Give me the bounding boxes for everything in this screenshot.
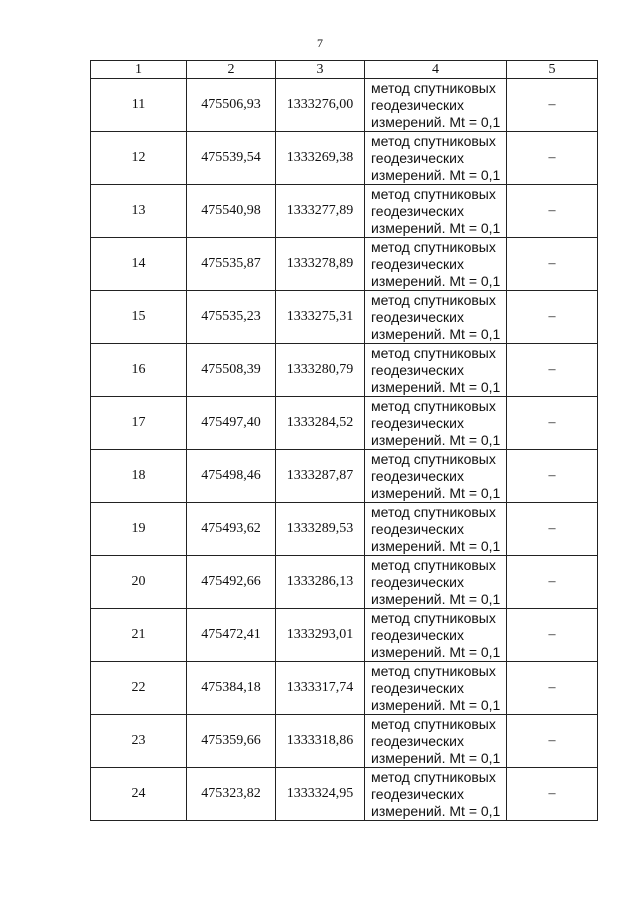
method-line: измерений. Mt = 0,1 [371,378,501,395]
x-coordinate-cell: 475498,46 [187,450,276,503]
y-coordinate-cell: 1333324,95 [276,768,365,821]
table-row [91,609,598,662]
y-coordinate-cell: 1333275,31 [276,291,365,344]
method-line: геодезических [371,414,464,431]
y-coordinate-cell: 1333284,52 [276,397,365,450]
x-coordinate-cell: 475497,40 [187,397,276,450]
method-line: метод спутниковых [371,768,496,785]
method-cell [365,768,507,821]
header-col-1: 1 [91,61,187,79]
table-header [91,61,598,79]
y-coordinate-cell: 1333293,01 [276,609,365,662]
x-coordinate-cell: 475508,39 [187,344,276,397]
method-cell [365,185,507,238]
y-coordinate-cell: 1333289,53 [276,503,365,556]
method-line: измерений. Mt = 0,1 [371,802,501,819]
method-cell [365,291,507,344]
x-coordinate-cell: 475506,93 [187,79,276,132]
col5-cell: – [507,397,598,450]
method-line: измерений. Mt = 0,1 [371,219,501,236]
method-line: метод спутниковых [371,132,496,149]
y-coordinate-cell: 1333277,89 [276,185,365,238]
method-line: метод спутниковых [371,397,496,414]
x-coordinate-cell: 475472,41 [187,609,276,662]
col5-cell: – [507,291,598,344]
method-cell [365,662,507,715]
method-line: измерений. Mt = 0,1 [371,696,501,713]
col5-cell: – [507,450,598,503]
x-coordinate-cell: 475359,66 [187,715,276,768]
x-coordinate-cell: 475535,87 [187,238,276,291]
method-line: измерений. Mt = 0,1 [371,325,501,342]
table-row [91,79,598,132]
method-line: измерений. Mt = 0,1 [371,431,501,448]
method-cell [365,238,507,291]
point-number-cell: 22 [91,662,187,715]
method-line: метод спутниковых [371,291,496,308]
method-line: геодезических [371,361,464,378]
point-number-cell: 12 [91,132,187,185]
table-row [91,662,598,715]
point-number-cell: 18 [91,450,187,503]
method-line: геодезических [371,785,464,802]
col5-cell: – [507,556,598,609]
method-cell [365,609,507,662]
table-row [91,344,598,397]
method-line: метод спутниковых [371,715,496,732]
method-line: геодезических [371,679,464,696]
method-line: измерений. Mt = 0,1 [371,484,501,501]
y-coordinate-cell: 1333287,87 [276,450,365,503]
method-line: измерений. Mt = 0,1 [371,537,501,554]
header-col-3: 3 [276,61,365,79]
method-cell [365,715,507,768]
table-row [91,556,598,609]
method-line: метод спутниковых [371,662,496,679]
method-cell [365,556,507,609]
table-row [91,185,598,238]
method-line: геодезических [371,255,464,272]
y-coordinate-cell: 1333276,00 [276,79,365,132]
header-col-4: 4 [365,61,507,79]
method-line: геодезических [371,467,464,484]
x-coordinate-cell: 475323,82 [187,768,276,821]
method-line: геодезических [371,732,464,749]
coordinates-table [90,60,598,821]
col5-cell: – [507,344,598,397]
method-line: измерений. Mt = 0,1 [371,272,501,289]
y-coordinate-cell: 1333280,79 [276,344,365,397]
table-row [91,503,598,556]
method-line: геодезических [371,202,464,219]
method-line: геодезических [371,96,464,113]
method-line: геодезических [371,520,464,537]
method-line: измерений. Mt = 0,1 [371,166,501,183]
point-number-cell: 20 [91,556,187,609]
col5-cell: – [507,715,598,768]
table-row [91,291,598,344]
header-col-2: 2 [187,61,276,79]
col5-cell: – [507,132,598,185]
page-number: 7 [317,36,323,50]
method-line: измерений. Mt = 0,1 [371,643,501,660]
table-row [91,238,598,291]
method-cell [365,450,507,503]
method-cell [365,132,507,185]
method-cell [365,503,507,556]
y-coordinate-cell: 1333318,86 [276,715,365,768]
col5-cell: – [507,503,598,556]
method-cell [365,397,507,450]
point-number-cell: 11 [91,79,187,132]
col5-cell: – [507,79,598,132]
col5-cell: – [507,768,598,821]
table-row [91,397,598,450]
x-coordinate-cell: 475493,62 [187,503,276,556]
table-row [91,715,598,768]
y-coordinate-cell: 1333278,89 [276,238,365,291]
x-coordinate-cell: 475540,98 [187,185,276,238]
col5-cell: – [507,609,598,662]
point-number-cell: 17 [91,397,187,450]
point-number-cell: 24 [91,768,187,821]
x-coordinate-cell: 475384,18 [187,662,276,715]
table-row [91,450,598,503]
method-line: метод спутниковых [371,450,496,467]
col5-cell: – [507,662,598,715]
point-number-cell: 14 [91,238,187,291]
x-coordinate-cell: 475492,66 [187,556,276,609]
method-line: измерений. Mt = 0,1 [371,590,501,607]
method-cell [365,79,507,132]
col5-cell: – [507,238,598,291]
point-number-cell: 13 [91,185,187,238]
method-line: метод спутниковых [371,556,496,573]
method-line: метод спутниковых [371,344,496,361]
header-row [91,61,598,79]
point-number-cell: 23 [91,715,187,768]
point-number-cell: 15 [91,291,187,344]
method-cell [365,344,507,397]
point-number-cell: 16 [91,344,187,397]
table-body [91,79,598,821]
method-line: геодезических [371,308,464,325]
method-line: метод спутниковых [371,503,496,520]
y-coordinate-cell: 1333269,38 [276,132,365,185]
point-number-cell: 19 [91,503,187,556]
header-col-5: 5 [507,61,598,79]
method-line: геодезических [371,149,464,166]
x-coordinate-cell: 475539,54 [187,132,276,185]
table-row [91,132,598,185]
table-row [91,768,598,821]
method-line: измерений. Mt = 0,1 [371,113,501,130]
method-line: геодезических [371,626,464,643]
col5-cell: – [507,185,598,238]
method-line: измерений. Mt = 0,1 [371,749,501,766]
method-line: метод спутниковых [371,238,496,255]
method-line: метод спутниковых [371,185,496,202]
method-line: геодезических [371,573,464,590]
method-line: метод спутниковых [371,79,496,96]
point-number-cell: 21 [91,609,187,662]
y-coordinate-cell: 1333286,13 [276,556,365,609]
y-coordinate-cell: 1333317,74 [276,662,365,715]
x-coordinate-cell: 475535,23 [187,291,276,344]
method-line: метод спутниковых [371,609,496,626]
